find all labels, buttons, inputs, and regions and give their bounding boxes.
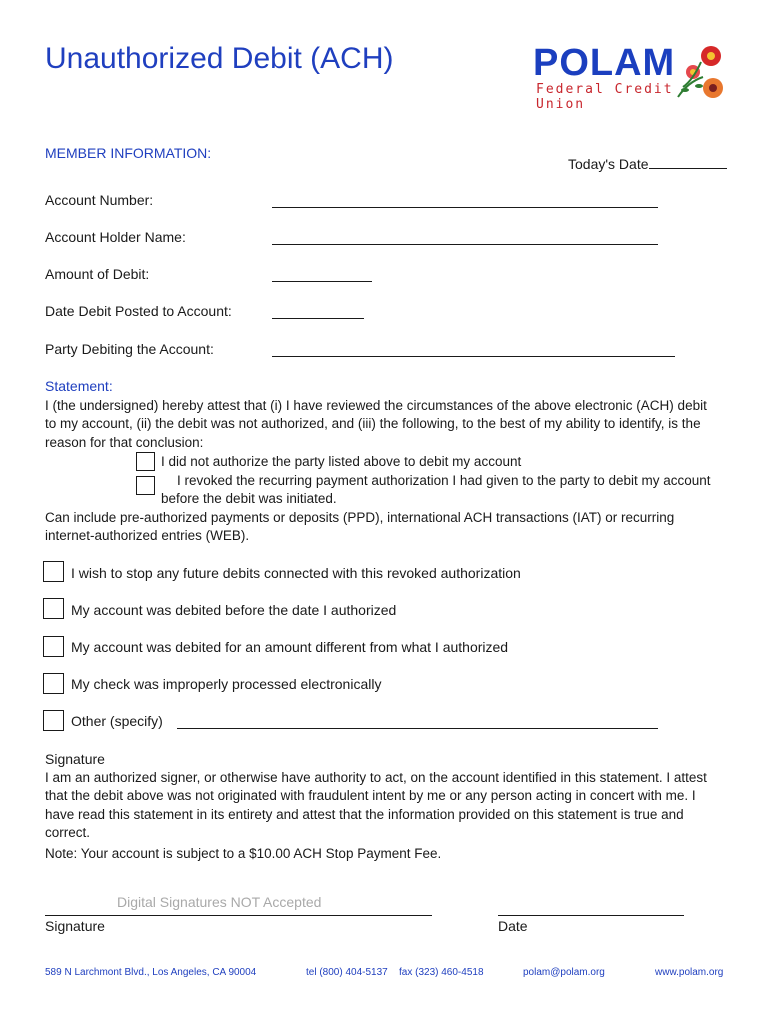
reason-checkbox[interactable] (43, 636, 64, 657)
reason-checkbox[interactable] (43, 598, 64, 619)
reason-label: My account was debited before the date I authorized (71, 602, 397, 618)
statement-intro: I (the undersigned) hereby attest that (i) I have reviewed the circumstances of the above electronic (ACH) debit to my account, (ii) the debit was not authorized, and (iii) the following, to the best of my ability to identify, is the reason for that conclusion: (45, 398, 707, 450)
statement-note: Can include pre-authorized payments or deposits (PPD), international ACH transactions (IAT) or recurring internet-authorized entries (WEB). (45, 510, 675, 544)
reason-label-other: Other (specify) (71, 713, 163, 729)
date-label: Date (498, 918, 528, 934)
fee-note: Note: Your account is subject to a $10.00 ACH Stop Payment Fee. (45, 846, 442, 861)
account-holder-field[interactable] (272, 244, 658, 245)
reason-checkbox-other[interactable] (43, 710, 64, 731)
logo-subtitle: Federal Credit Union (536, 82, 674, 112)
statement-option-label: I revoked the recurring payment authorization I had given to the party to debit my account before the debit was initiated. (161, 473, 711, 507)
party-field[interactable] (272, 356, 675, 357)
account-number-field[interactable] (272, 207, 658, 208)
reason-label: My check was improperly processed electronically (71, 676, 382, 692)
member-section-label: MEMBER INFORMATION: (45, 145, 212, 161)
footer-tel: tel (800) 404-5137 (306, 967, 388, 978)
flower-icon (673, 42, 728, 102)
field-label-party: Party Debiting the Account: (45, 341, 214, 357)
todays-date[interactable] (568, 156, 727, 172)
logo-name: POLAM (533, 42, 676, 84)
signature-body: I am an authorized signer, or otherwise have authority to act, on the account identified in this statement. I attest that the debit above was not originated with fraudulent intent by me or any person acting in concert with me. I have read this statement in its entirety and attest that the information provided on this statement is true and correct. (45, 770, 707, 841)
field-label-date-posted: Date Debit Posted to Account: (45, 303, 232, 319)
field-label-amount: Amount of Debit: (45, 266, 150, 282)
logo (530, 40, 730, 112)
field-label-account-number: Account Number: (45, 192, 154, 208)
footer-fax: fax (323) 460-4518 (399, 967, 484, 978)
reason-label: I wish to stop any future debits connected with this revoked authorization (71, 565, 521, 581)
signature-line[interactable] (45, 915, 432, 916)
statement-option-label: I did not authorize the party listed above to debit my account (161, 454, 522, 469)
footer-email[interactable]: polam@polam.org (523, 967, 605, 978)
field-label-account-holder: Account Holder Name: (45, 229, 186, 245)
footer-address: 589 N Larchmont Blvd., Los Angeles, CA 90004 (45, 967, 257, 978)
reason-label: My account was debited for an amount different from what I authorized (71, 639, 509, 655)
signature-placeholder: Digital Signatures NOT Accepted (117, 894, 322, 910)
date-posted-field[interactable] (272, 318, 364, 319)
todays-date-label: Today's Date (568, 156, 649, 172)
statement-option-checkbox[interactable] (136, 452, 155, 471)
reason-checkbox[interactable] (43, 561, 64, 582)
statement-option-checkbox[interactable] (136, 476, 155, 495)
amount-field[interactable] (272, 281, 372, 282)
statement-heading: Statement: (45, 378, 113, 394)
signature-heading: Signature (45, 751, 105, 767)
reason-checkbox[interactable] (43, 673, 64, 694)
date-line[interactable] (498, 915, 684, 916)
footer-web[interactable]: www.polam.org (655, 967, 724, 978)
signature-label: Signature (45, 918, 105, 934)
page-title: Unauthorized Debit (ACH) (45, 42, 394, 75)
other-specify-field[interactable] (177, 728, 658, 729)
